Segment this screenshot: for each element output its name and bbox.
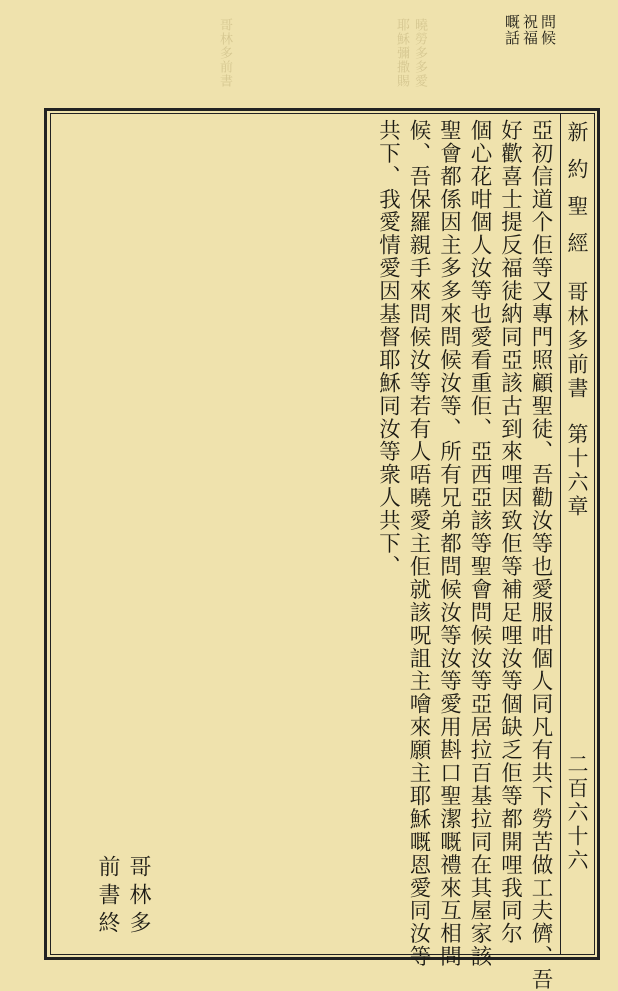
book-title: 新約聖經: [565, 121, 589, 269]
chapter-label: 第十六章: [565, 423, 589, 519]
page-number: 二百六十六: [565, 753, 589, 873]
bleed-through-text: 耶穌彌撒賜: [394, 18, 409, 88]
bleed-through-text: 曉勞多多愛: [412, 18, 427, 88]
book-end-colophon: 哥林多前書終: [95, 855, 151, 939]
text-column: 個心花咁個人汝等也愛看重佢、亞西亞該等聖會問候汝等亞居拉百基拉同在其屋家該: [467, 119, 492, 969]
gloss-line: 問候: [539, 14, 557, 46]
page-content: [50, 113, 595, 991]
running-header: [560, 113, 592, 955]
marginal-gloss: [452, 14, 556, 46]
text-column: 共下、我愛情愛因基督耶穌同汝等衆人共下、: [375, 119, 401, 578]
text-column: 候、吾保羅親手來問候汝等若有人唔曉愛主佢就該呪詛主噲來願主耶穌嘅恩愛同汝等: [406, 119, 431, 969]
gloss-line: 嘅話: [503, 14, 521, 46]
scripture-text: [372, 119, 555, 991]
epistle-title: 哥林多前書: [565, 281, 589, 401]
text-column: 亞初信道个佢等又專門照顧聖徒、吾勸汝等也愛服咁個人同凡有共下勞苦做工夫儕、吾: [528, 119, 553, 991]
text-column: 聖會都係因主多多來問候汝等、所有兄弟都問候汝等汝等愛用斟口聖潔嘅禮來互相問: [436, 119, 462, 969]
gloss-line: 祝福: [521, 14, 539, 46]
bleed-through-text: 哥林多前書: [217, 18, 232, 88]
text-column: 好歡喜士提反福徒納同亞該古到來哩因致佢等補足哩汝等個缺乏佢等都開哩我同尔: [497, 119, 523, 946]
